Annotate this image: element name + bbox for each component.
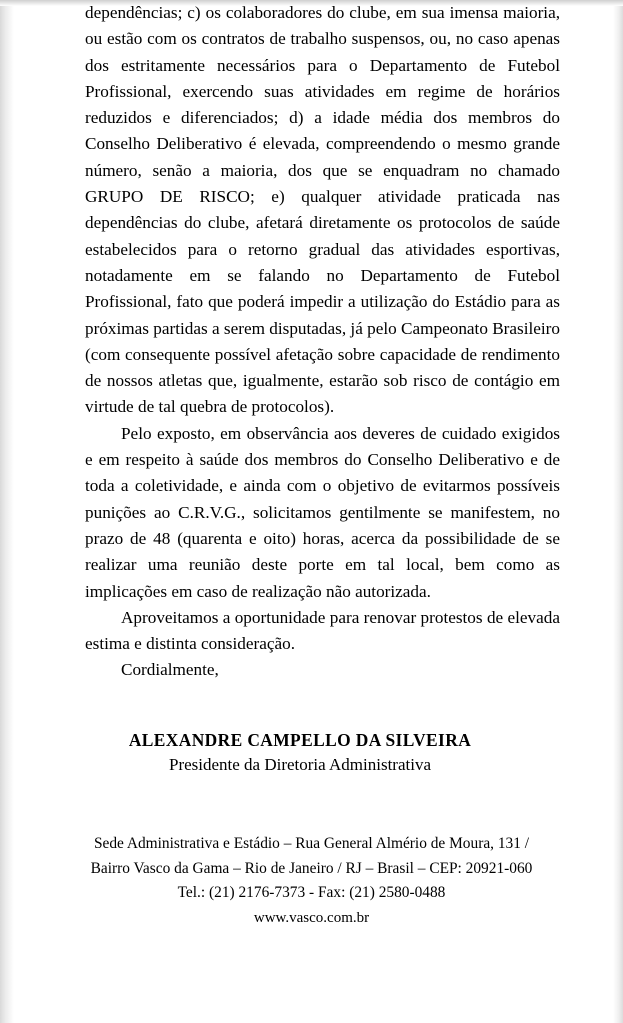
paragraph-continuation-clauses: dependências; c) os colaboradores do clube, em sua imensa maioria, ou estão com os contratos de trabalho suspensos, ou, no caso apenas dos estritamente necessários para o Departamento de Futebol Profissional, exercendo suas atividades em regime de horários reduzidos e diferenciados; d) a idade média dos membros do Conselho Deliberativo é elevada, compreendendo o mesmo grande número, senão a maioria, dos que se enquadram no chamado GRUPO DE RISCO; e) qualquer atividade praticada nas dependências do clube, afetará diretamente os protocolos de saúde estabelecidos para o retorno gradual das atividades esportivas, notadamente em se falando no Departamento de Futebol Profissional, fato que poderá impedir a utilização do Estádio para as próximas partidas a serem disputadas, já pelo Campeonato Brasileiro (com consequente possível afetação sobre capacidade de rendimento de nossos atletas que, igualmente, estarão sob risco de contágio em virtude de tal quebra de protocolos). (85, 3, 560, 417)
footer-website: www.vasco.com.br (253, 909, 370, 926)
paragraph-request: Pelo exposto, em observância aos deveres de cuidado exigidos e em respeito à saúde dos membros do Conselho Deliberativo e de toda a coletividade, e ainda com o objetivo de evitarmos possíveis punições ao C.R.V.G., solicitamos gentilmente se manifestem, no prazo de 48 (quarenta e oito) horas, acerca da possibilidade de se realizar uma reunião deste porte em tal local, bem como as implicações em caso de realização não autorizada. (85, 423, 560, 601)
footer-address-line-1: Sede Administrativa e Estádio – Rua General Almério de Moura, 131 / (93, 835, 530, 852)
paragraph-closing-compliments: Aproveitamos a oportunidade para renovar protestos de elevada estima e distinta consideração. (85, 607, 560, 654)
page-footer (0, 832, 623, 930)
signatory-role: Presidente da Diretoria Administrativa (168, 754, 431, 774)
signature-block (85, 728, 515, 777)
paragraph-salutation: Cordialmente, (121, 660, 219, 680)
document-body (85, 0, 560, 777)
signatory-name: ALEXANDRE CAMPELLO DA SILVEIRA (128, 729, 472, 750)
footer-address-line-2: Bairro Vasco da Gama – Rio de Janeiro / RJ – Brasil – CEP: 20921-060 (90, 859, 533, 877)
footer-phone-fax: Tel.: (21) 2176-7373 - Fax: (21) 2580-0488 (177, 884, 446, 901)
